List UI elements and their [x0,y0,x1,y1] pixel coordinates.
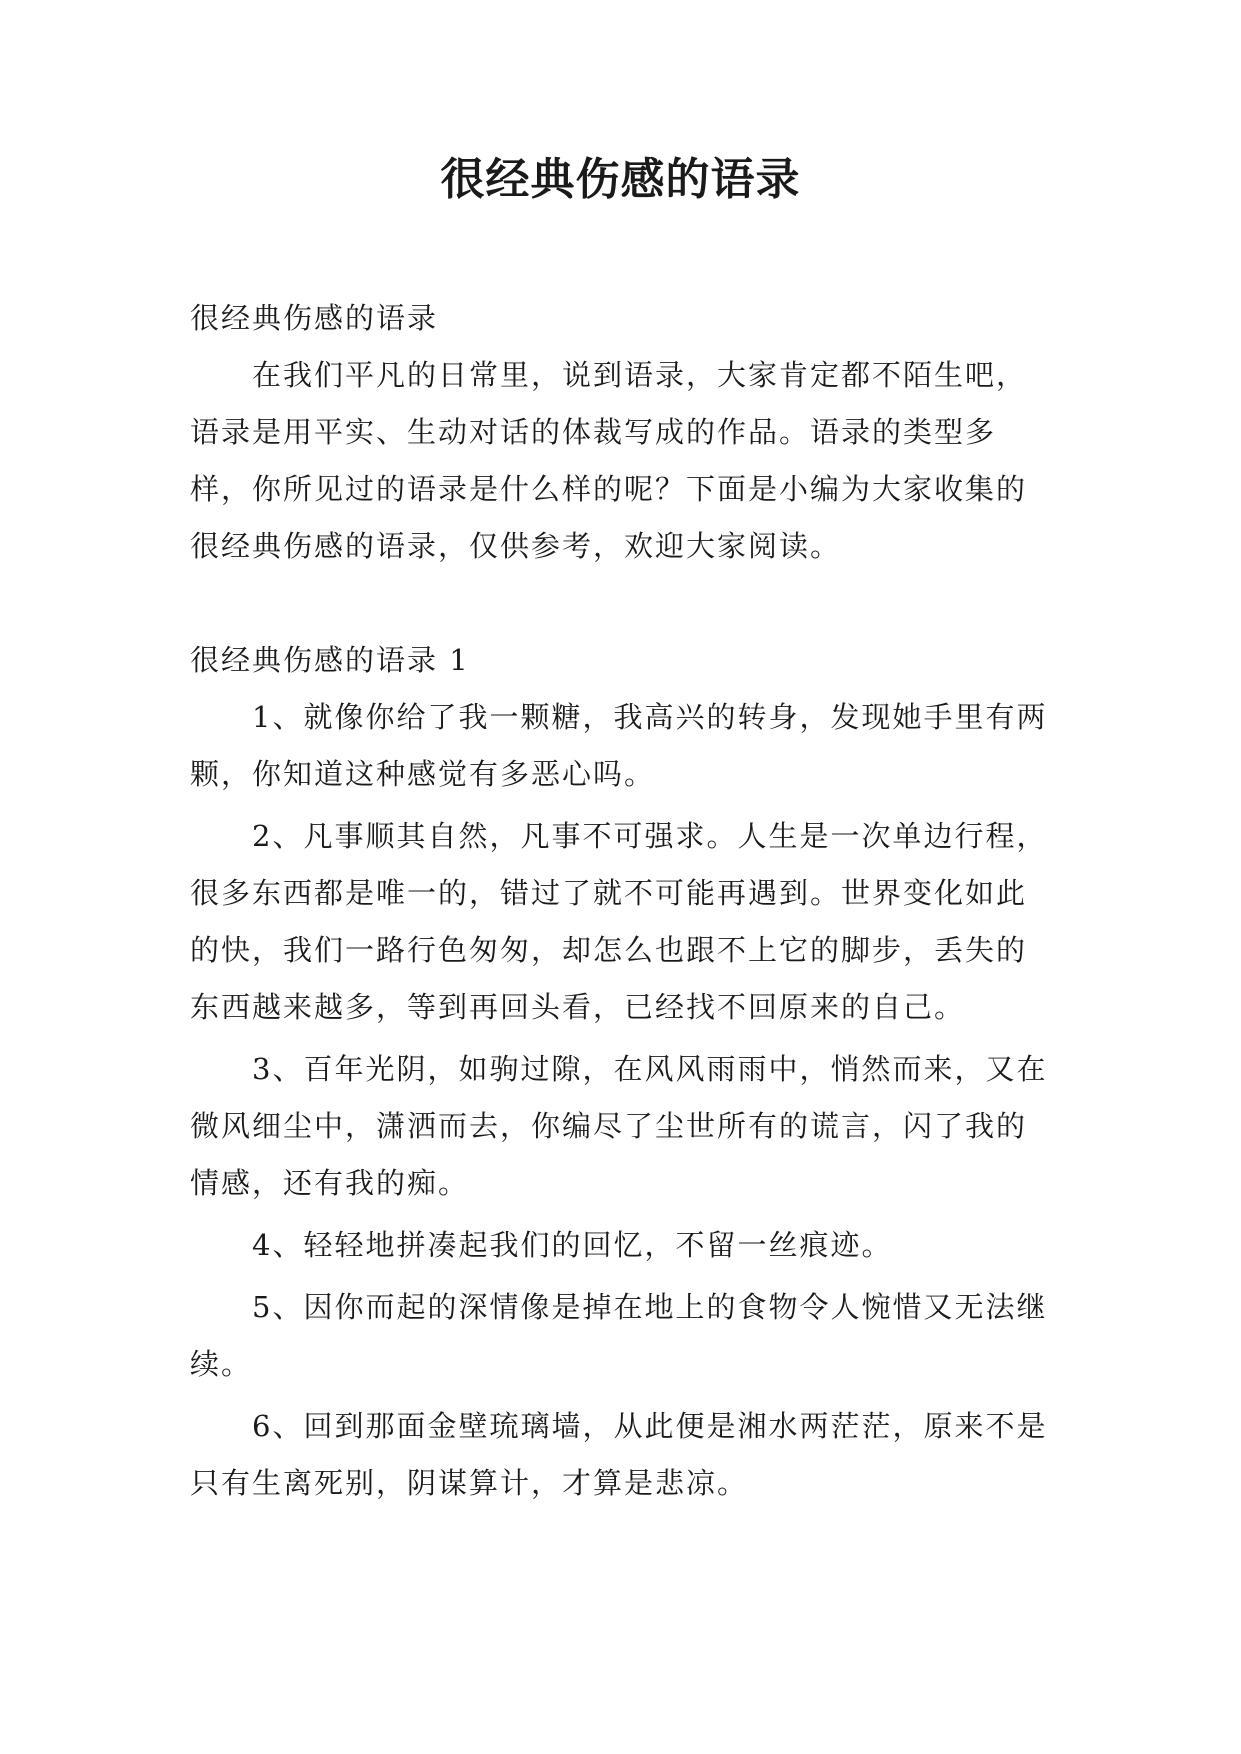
quote-paragraph: 5、因你而起的深情像是掉在地上的食物令人惋惜又无法继续。 [190,1290,1048,1381]
section-spacer [190,575,1050,632]
quote-paragraph: 2、凡事顺其自然，凡事不可强求。人生是一次单边行程，很多东西都是唯一的，错过了就不可能再遇到。世界变化如此的快，我们一路行色匆匆，却怎么也跟不上它的脚步，丢失的东西越来越多，等到再回头看，已经找不回原来的自己。 [190,819,1048,1024]
quote-paragraph: 4、轻轻地拼凑起我们的回忆，不留一丝痕迹。 [252,1228,893,1262]
document-title: 很经典伤感的语录 [440,154,801,205]
intro-paragraph: 在我们平凡的日常里，说到语录，大家肯定都不陌生吧，语录是用平实、生动对话的体裁写成的作品。语录的类型多样，你所见过的语录是什么样的呢？下面是小编为大家收集的很经典伤感的语录，仅供参考，欢迎大家阅读。 [190,358,1028,563]
section-heading: 很经典伤感的语录 1 [190,643,470,677]
quote-paragraph: 1、就像你给了我一颗糖，我高兴的转身，发现她手里有两颗，你知道这种感觉有多恶心吗。 [190,700,1048,791]
quote-paragraph: 6、回到那面金壁琉璃墙，从此便是湘水两茫茫，原来不是只有生离死别，阴谋算计，才算是悲凉。 [190,1409,1048,1500]
quote-paragraph: 3、百年光阴，如驹过隙，在风风雨雨中，悄然而来，又在微风细尘中，潇洒而去，你编尽了尘世所有的谎言，闪了我的情感，还有我的痴。 [190,1052,1048,1200]
document-body [190,290,1050,1517]
document-subtitle: 很经典伤感的语录 [190,301,439,335]
